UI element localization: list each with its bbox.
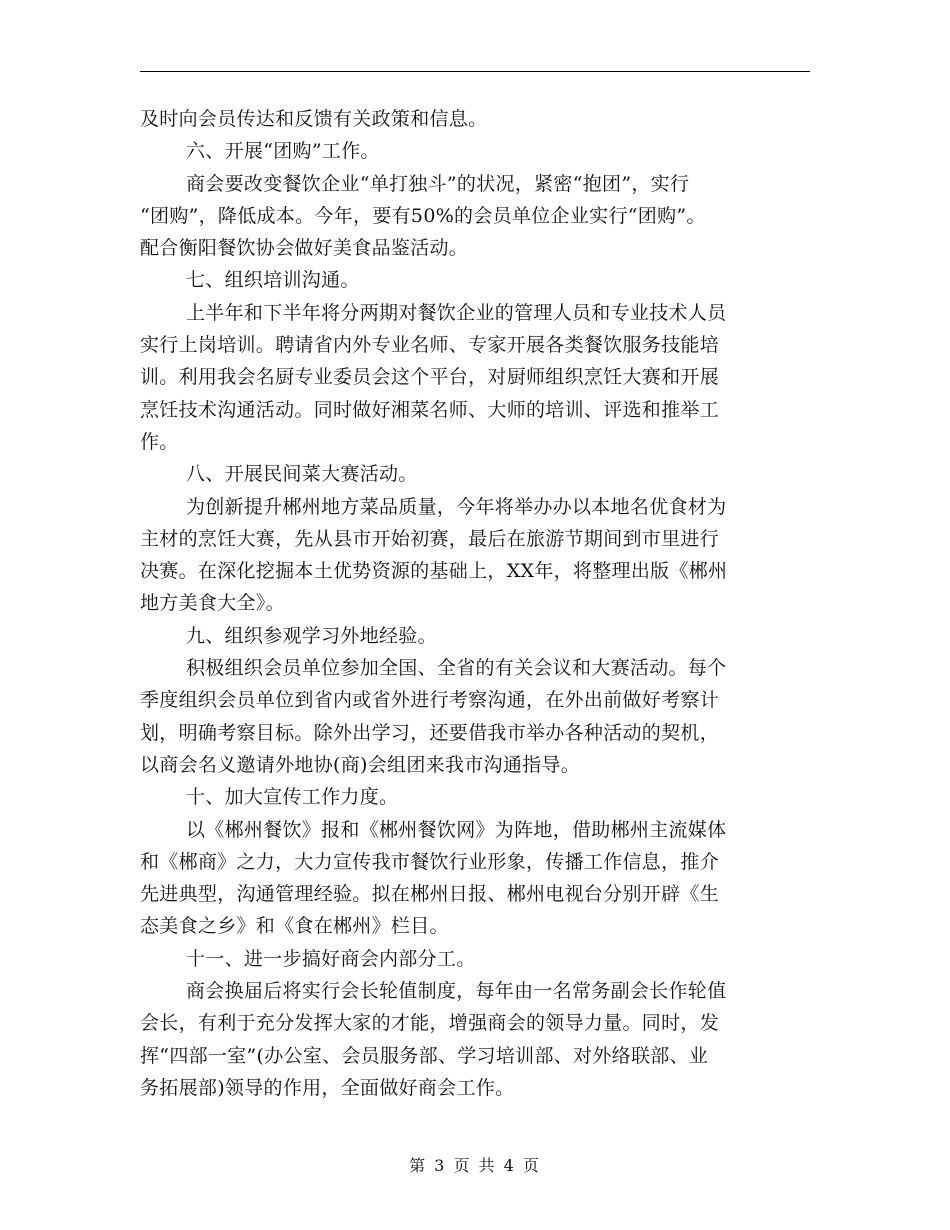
paragraph-line: 实行上岗培训。聘请省内外专业名师、专家开展各类餐饮服务技能培 xyxy=(140,334,720,357)
paragraph-line: 以商会名义邀请外地协(商)会组团来我市沟通指导。 xyxy=(140,753,581,776)
paragraph-line: 挥“四部一室”(办公室、会员服务部、学习培训部、对外络联部、业 xyxy=(140,1044,709,1067)
paragraph-line: 训。利用我会名厨专业委员会这个平台，对厨师组织烹饪大赛和开展 xyxy=(140,366,720,389)
paragraph-line-indented: 为创新提升郴州地方菜品质量，今年将举办办以本地名优食材为 xyxy=(186,495,727,518)
paragraph-line: 季度组织会员单位到省内或省外进行考察沟通，在外出前做好考察计 xyxy=(140,689,720,712)
paragraph-line-indented: 八、开展民间菜大赛活动。 xyxy=(186,463,418,486)
paragraph-line-indented: 商会换届后将实行会长轮值制度，每年由一名常务副会长作轮值 xyxy=(186,980,727,1003)
paragraph-line-indented: 上半年和下半年将分两期对餐饮企业的管理人员和专业技术人员 xyxy=(186,301,727,324)
paragraph-line-indented: 商会要改变餐饮企业“单打独斗”的状况，紧密“抱团”，实行 xyxy=(186,172,690,195)
paragraph-line: 划，明确考察目标。除外出学习，还要借我市举办各种活动的契机， xyxy=(140,721,720,744)
page-number-footer: 第 3 页 共 4 页 xyxy=(409,1156,541,1175)
paragraph-line: 和《郴商》之力，大力宣传我市餐饮行业形象，传播工作信息，推介 xyxy=(140,850,720,873)
paragraph-line: 会长，有利于充分发挥大家的才能，增强商会的领导力量。同时，发 xyxy=(140,1012,720,1035)
paragraph-line-indented: 六、开展“团购”工作。 xyxy=(186,140,380,163)
paragraph-line-indented: 以《郴州餐饮》报和《郴州餐饮网》为阵地，借助郴州主流媒体 xyxy=(186,818,727,841)
paragraph-line: 烹饪技术沟通活动。同时做好湘菜名师、大师的培训、评选和推举工 xyxy=(140,398,720,421)
paragraph-line: 态美食之乡》和《食在郴州》栏目。 xyxy=(140,915,449,938)
paragraph-line-indented: 积极组织会员单位参加全国、全省的有关会议和大赛活动。每个 xyxy=(186,657,727,680)
paragraph-line: “团购”，降低成本。今年，要有50%的会员单位企业实行“团购”。 xyxy=(140,204,706,227)
paragraph-line-indented: 九、组织参观学习外地经验。 xyxy=(186,624,437,647)
paragraph-line: 务拓展部)领导的作用，全面做好商会工作。 xyxy=(140,1076,515,1099)
paragraph-line: 决赛。在深化挖掘本土优势资源的基础上，XX年，将整理出版《郴州 xyxy=(140,560,728,583)
paragraph-line: 先进典型，沟通管理经验。拟在郴州日报、郴州电视台分别开辟《生 xyxy=(140,883,720,906)
paragraph-line: 及时向会员传达和反馈有关政策和信息。 xyxy=(140,108,488,130)
paragraph-line: 地方美食大全》。 xyxy=(140,592,285,615)
document-body xyxy=(140,103,810,1104)
paragraph-line-indented: 十、加大宣传工作力度。 xyxy=(186,786,399,809)
header-rule xyxy=(140,71,810,72)
paragraph-line-indented: 七、组织培训沟通。 xyxy=(186,269,360,292)
paragraph-line: 主材的烹饪大赛，先从县市开始初赛，最后在旅游节期间到市里进行 xyxy=(140,527,720,550)
paragraph-line: 作。 xyxy=(140,430,179,453)
paragraph-line: 配合衡阳餐饮协会做好美食品鉴活动。 xyxy=(140,237,469,260)
paragraph-line-indented: 十一、进一步搞好商会内部分工。 xyxy=(186,947,476,970)
